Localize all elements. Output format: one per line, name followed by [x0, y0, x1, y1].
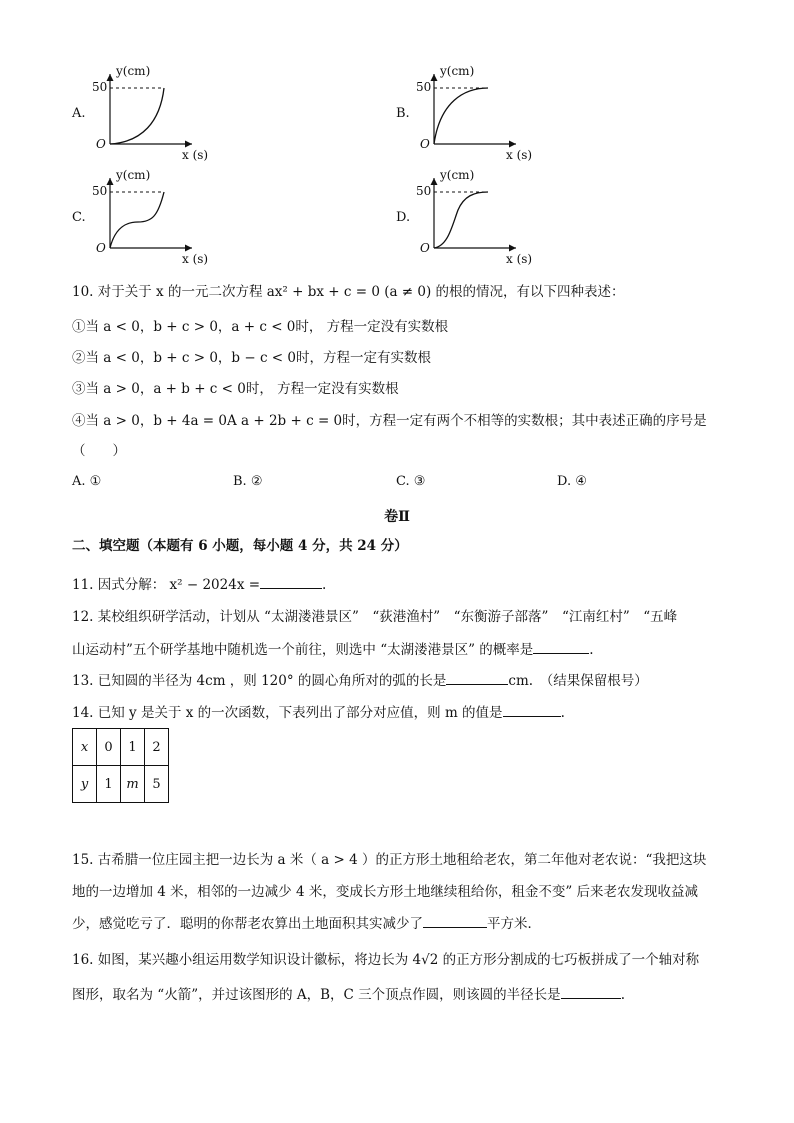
q13-answer-blank[interactable] [446, 670, 508, 685]
q10-answer-paren: （ ） [72, 443, 126, 459]
q11-answer-blank[interactable] [260, 574, 322, 589]
q15-line-2: 地的一边增加 4 米，相邻的一边减少 4 米，变成长方形土地继续租给你，租金不变” 后来老农发现收益减 [72, 884, 699, 900]
q14 [72, 702, 565, 723]
q12-line-2 [72, 639, 594, 660]
q15-line-3 [72, 913, 541, 934]
graph-b-top-value: 50 [416, 80, 432, 94]
table-row [73, 729, 169, 766]
q15-end: 平方米． [487, 916, 541, 932]
graph-b-svg [416, 62, 556, 172]
q12-line-1: 12. 某校组织研学活动，计划从 “太湖溇港景区” “荻港渔村” “东衡游子部落” “江南红村” “五峰 [72, 609, 678, 625]
q13 [72, 670, 648, 691]
graph-d-top-value: 50 [416, 184, 432, 198]
q12-text: 山运动村”五个研学基地中随机选一个前往，则选中 “太湖溇港景区” 的概率是 [72, 642, 534, 658]
graph-d [416, 166, 556, 276]
q16-end: . [620, 987, 625, 1003]
q15-answer-blank[interactable] [423, 913, 487, 928]
q12-answer-blank[interactable] [533, 639, 589, 654]
graph-d-svg [416, 166, 556, 276]
volume-title: 卷Ⅱ [384, 509, 410, 525]
graph-b-xlabel: x (s) [506, 148, 533, 162]
q10-option-a: A. ① [72, 474, 102, 489]
table-cell: x [73, 729, 97, 766]
graph-c-svg [92, 166, 232, 276]
graph-d-ylabel: y(cm) [440, 168, 475, 182]
table-cell: y [73, 766, 97, 803]
table-cell: 1 [97, 766, 121, 803]
q11-text: 11. 因式分解： x² − 2024x = [72, 577, 261, 593]
q14-text: 14. 已知 y 是关于 x 的一次函数，下表列出了部分对应值，则 m 的值是 [72, 705, 503, 721]
q10-stem: 10. 对于关于 x 的一元二次方程 ax² + bx + c = 0 (a ≠ 0) 的根的情况，有以下四种表述： [72, 284, 625, 300]
table-cell: 5 [145, 766, 169, 803]
table-cell: m [121, 766, 145, 803]
q10-statement-1: ①当 a < 0，b + c > 0，a + c < 0时， 方程一定没有实数根 [72, 319, 449, 335]
graph-c-top-value: 50 [92, 184, 108, 198]
table-row [73, 766, 169, 803]
graph-option-label-a: A. [72, 106, 86, 121]
graph-c-origin: O [96, 241, 106, 255]
graph-option-label-b: B. [396, 106, 410, 121]
q11-end: . [322, 577, 327, 593]
graph-d-origin: O [420, 241, 430, 255]
graph-a-svg [92, 62, 232, 172]
q16-line-2 [72, 984, 625, 1005]
graph-b-ylabel: y(cm) [440, 64, 475, 78]
graph-d-xlabel: x (s) [506, 252, 533, 266]
q14-end: . [560, 705, 565, 721]
q10-statement-3: ③当 a > 0，a + b + c < 0时， 方程一定没有实数根 [72, 381, 399, 397]
q14-answer-blank[interactable] [503, 702, 561, 717]
q12-end: . [589, 642, 594, 658]
graph-c-ylabel: y(cm) [116, 168, 151, 182]
graph-b-origin: O [420, 137, 430, 151]
table-cell: 1 [121, 729, 145, 766]
graph-b [416, 62, 556, 172]
graph-a-xlabel: x (s) [182, 148, 209, 162]
graph-option-label-c: C. [72, 210, 86, 225]
q13-end: cm. （结果保留根号） [508, 673, 648, 689]
value-table [72, 728, 169, 803]
q10-option-b: B. ② [233, 474, 263, 489]
q11 [72, 574, 326, 595]
section-2-heading: 二、填空题（本题有 6 小题，每小题 4 分，共 24 分） [72, 538, 408, 554]
graph-a-ylabel: y(cm) [116, 64, 151, 78]
q13-text: 13. 已知圆的半径为 4cm ，则 120° 的圆心角所对的弧的长是 [72, 673, 447, 689]
graph-a-top-value: 50 [92, 80, 108, 94]
q15-line-1: 15. 古希腊一位庄园主把一边长为 a 米（ a > 4 ）的正方形土地租给老农，第二年他对老农说：“我把这块 [72, 852, 707, 868]
q15-text: 少，感觉吃亏了．聪明的你帮老农算出土地面积其实减少了 [72, 916, 423, 932]
q16-answer-blank[interactable] [561, 984, 621, 999]
q16-line-1: 16. 如图，某兴趣小组运用数学知识设计徽标，将边长为 4√2 的正方形分割成的七巧板拼成了一个轴对称 [72, 952, 700, 968]
q10-statement-2: ②当 a < 0，b + c > 0，b − c < 0时，方程一定有实数根 [72, 350, 431, 366]
q16-text: 图形，取名为 “火箭”，并过该图形的 A，B，C 三个顶点作圆，则该圆的半径长是 [72, 987, 561, 1003]
table-cell: 2 [145, 729, 169, 766]
q10-statement-4: ④当 a > 0，b + 4a = 0A a + 2b + c = 0时，方程一定有两个不相等的实数根；其中表述正确的序号是 [72, 413, 707, 429]
graph-c-xlabel: x (s) [182, 252, 209, 266]
graph-c [92, 166, 232, 276]
q10-option-d: D. ④ [557, 474, 587, 489]
graph-a-curve [110, 88, 164, 144]
q10-option-c: C. ③ [396, 474, 426, 489]
graph-option-label-d: D. [396, 210, 411, 225]
graph-a-origin: O [96, 137, 106, 151]
graph-a [92, 62, 232, 172]
table-cell: 0 [97, 729, 121, 766]
